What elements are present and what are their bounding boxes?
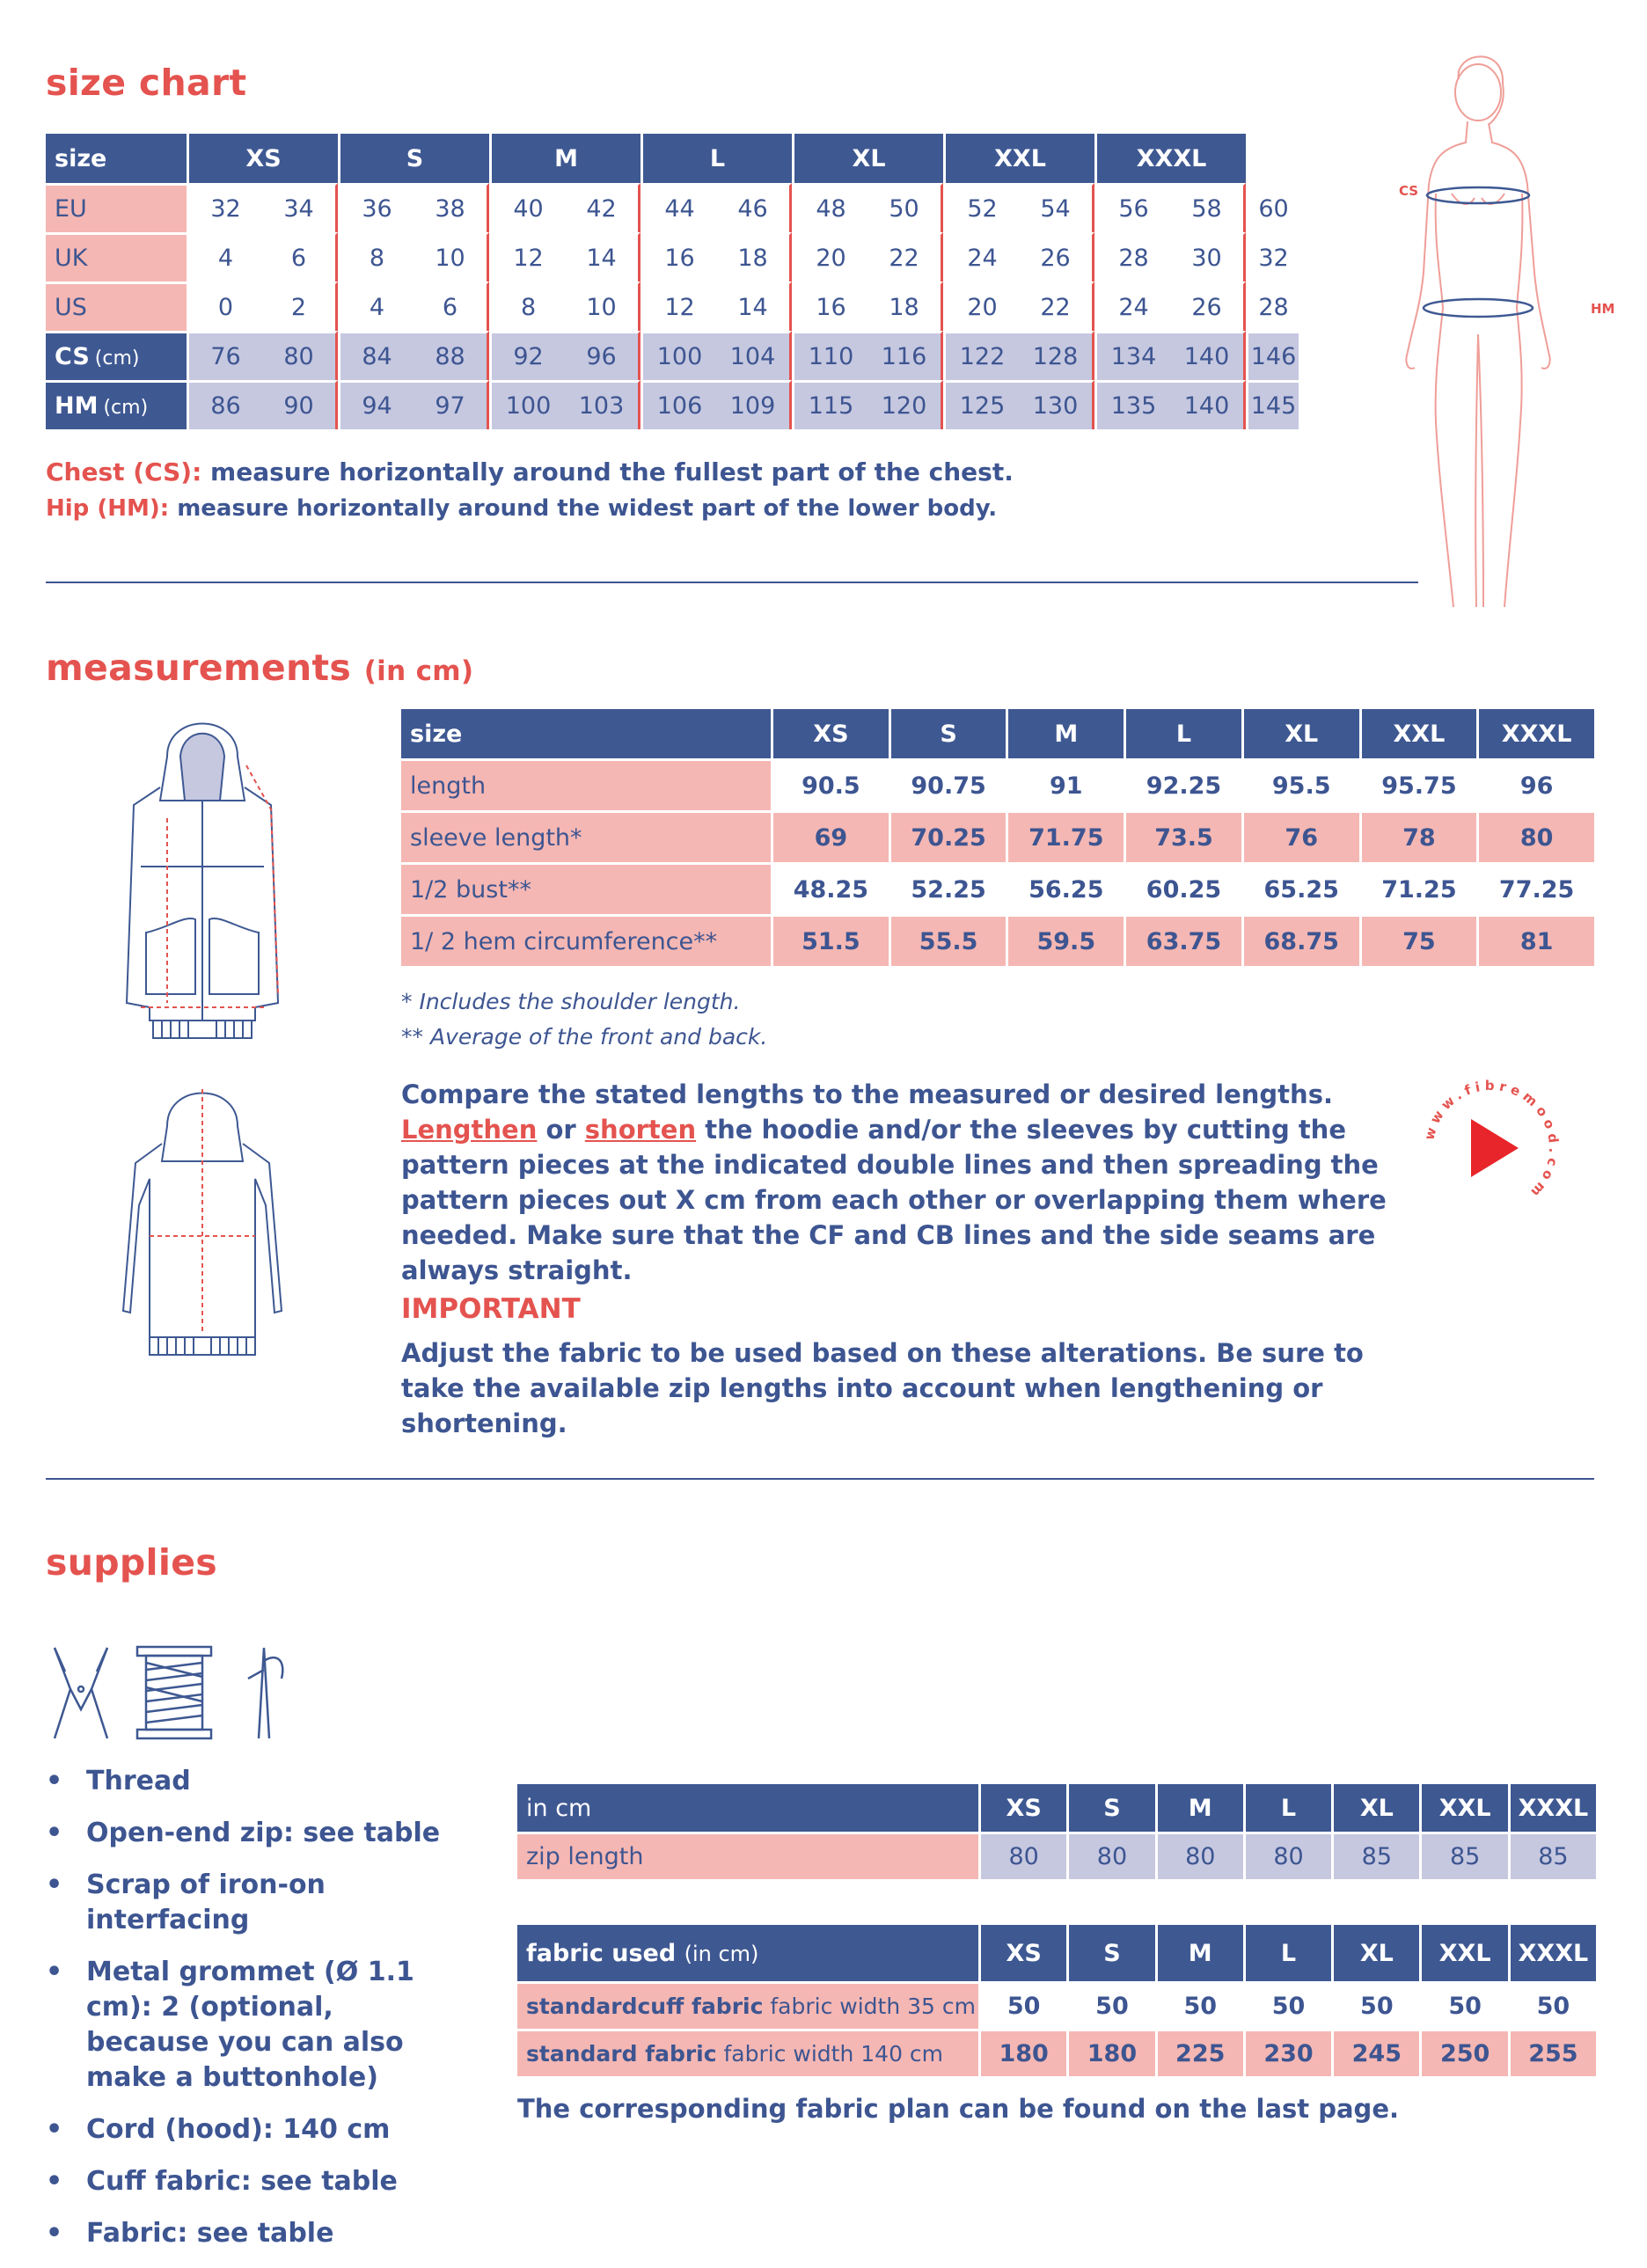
size-chart-row <box>46 282 1299 331</box>
fabric-plan-note: The corresponding fabric plan can be found on the last page. <box>517 2094 1400 2124</box>
para-text-3: the hoodie and/or the sleeves by cutting the pattern pieces at the indicated double lines and then spreading the pattern pieces out X cm from each other or overlapping them where needed. Make sure that the CF and CB lines and the side seams are always straight. <box>401 1115 1387 1285</box>
divider-1 <box>46 582 1418 583</box>
size-chart-cell: 28 <box>1246 282 1299 331</box>
size-chart-cell: 38 <box>414 183 489 232</box>
fabric-cell: 50 <box>1508 1981 1596 2029</box>
zip-header-label: in cm <box>517 1784 978 1832</box>
measurements-cell: 71.75 <box>1006 810 1124 862</box>
size-chart-cell: 140 <box>1170 380 1246 429</box>
fabric-header-unit: (in cm) <box>684 1941 759 1966</box>
measurements-row-label: 1/ 2 hem circumference** <box>401 914 771 966</box>
needle-icon <box>238 1643 290 1742</box>
fabric-cell: 50 <box>1419 1981 1507 2029</box>
measurements-cell: 69 <box>771 810 889 862</box>
size-chart-cell: 4 <box>187 232 262 282</box>
zip-row-label: zip length <box>517 1832 978 1879</box>
para-text-2: or <box>537 1115 585 1145</box>
header-cell: XXL <box>943 134 1094 183</box>
shorten-link[interactable]: shorten <box>584 1115 697 1145</box>
size-chart-cell: 28 <box>1094 232 1170 282</box>
size-chart-row-label <box>46 331 187 380</box>
size-chart-row-label <box>46 282 187 331</box>
row-label-text: CS <box>55 343 90 370</box>
row-label-text: UK <box>55 245 88 272</box>
size-chart-cell: 103 <box>565 380 640 429</box>
header-cell: XXL <box>1359 709 1477 758</box>
measurements-row <box>401 758 1594 810</box>
size-chart-cell: 12 <box>640 282 716 331</box>
scissors-icon <box>46 1643 116 1742</box>
fabric-row-label-bold: standardcuff fabric <box>526 1994 764 2019</box>
supplies-title: supplies <box>46 1541 218 1584</box>
size-chart-row-label <box>46 183 187 232</box>
lengthen-link[interactable]: Lengthen <box>401 1115 538 1145</box>
zip-header-row <box>517 1784 1596 1832</box>
header-cell: size <box>401 709 771 758</box>
zip-row <box>517 1832 1596 1879</box>
size-chart-cell: 8 <box>489 282 565 331</box>
hoodie-back-icon <box>114 1082 290 1372</box>
measurements-cell: 48.25 <box>771 862 889 914</box>
fabric-row-label <box>517 1981 978 2029</box>
size-chart-cell: 92 <box>489 331 565 380</box>
header-cell: L <box>640 134 792 183</box>
header-cell: S <box>889 709 1006 758</box>
size-chart-cell: 110 <box>792 331 867 380</box>
hip-note <box>46 495 997 522</box>
measurements-cell: 51.5 <box>771 914 889 966</box>
size-chart-title: size chart <box>46 62 247 104</box>
size-chart-cell: 34 <box>262 183 338 232</box>
size-chart-table <box>46 134 1299 429</box>
header-cell: M <box>1006 709 1124 758</box>
size-chart-cell: 26 <box>1170 282 1246 331</box>
size-chart-cell: 97 <box>414 380 489 429</box>
size-chart-cell: 54 <box>1019 183 1094 232</box>
fabric-cell: 50 <box>1243 1981 1331 2029</box>
measurements-cell: 81 <box>1476 914 1594 966</box>
measurements-title-text: measurements <box>46 647 352 689</box>
size-chart-cell: 32 <box>187 183 262 232</box>
supply-item: • Cord (hood): 140 cm <box>46 2112 459 2147</box>
measurements-table <box>401 709 1594 966</box>
measurements-cell: 71.25 <box>1359 862 1477 914</box>
size-chart-cell: 120 <box>867 380 943 429</box>
size-chart-row <box>46 183 1299 232</box>
zip-cell: 85 <box>1419 1832 1507 1879</box>
size-chart-cell: 100 <box>640 331 716 380</box>
fabric-header-label <box>517 1925 978 1981</box>
divider-2 <box>46 1478 1594 1480</box>
measurements-cell: 78 <box>1359 810 1477 862</box>
size-chart-cell: 140 <box>1170 331 1246 380</box>
measurements-cell: 73.5 <box>1124 810 1241 862</box>
fabric-row-label-rest: fabric width 35 cm <box>763 1994 976 2019</box>
para-text-1: Compare the stated lengths to the measured or desired lengths. <box>401 1079 1333 1109</box>
measurements-row <box>401 810 1594 862</box>
measurements-row <box>401 914 1594 966</box>
measurements-cell: 52.25 <box>889 862 1006 914</box>
header-cell: M <box>489 134 640 183</box>
fabric-header-text: fabric used <box>526 1939 677 1967</box>
size-chart-cell: 88 <box>414 331 489 380</box>
row-label-text: HM <box>55 392 99 420</box>
header-cell: XS <box>978 1784 1066 1832</box>
zip-cell: 85 <box>1331 1832 1419 1879</box>
header-cell: XXXL <box>1476 709 1594 758</box>
row-label-text: US <box>55 294 87 321</box>
zip-cell: 85 <box>1508 1832 1596 1879</box>
zip-cell: 80 <box>1243 1832 1331 1879</box>
size-chart-cell: 16 <box>792 282 867 331</box>
size-chart-cell: 20 <box>943 282 1019 331</box>
important-text: Adjust the fabric to be used based on these alterations. Be sure to take the available zip lengths into account when lengthening or shortening. <box>401 1338 1364 1438</box>
measurements-cell: 80 <box>1476 810 1594 862</box>
fabric-cell: 250 <box>1419 2029 1507 2076</box>
header-cell: XL <box>1331 1784 1419 1832</box>
zip-cell: 80 <box>1155 1832 1243 1879</box>
supply-item: • Thread <box>46 1764 459 1799</box>
size-chart-cell: 135 <box>1094 380 1170 429</box>
thread-spool-icon <box>134 1643 215 1742</box>
header-cell: L <box>1124 709 1241 758</box>
header-cell: size <box>46 134 187 183</box>
size-chart-cell: 106 <box>640 380 716 429</box>
size-chart-cell: 80 <box>262 331 338 380</box>
measurements-header-row <box>401 709 1594 758</box>
size-chart-cell: 48 <box>792 183 867 232</box>
size-chart-row <box>46 380 1299 429</box>
hoodie-front-icon <box>114 704 290 1043</box>
measurements-cell: 60.25 <box>1124 862 1241 914</box>
measurements-title <box>46 647 473 689</box>
header-cell: L <box>1243 1784 1331 1832</box>
size-chart-cell: 128 <box>1019 331 1094 380</box>
measurements-cell: 59.5 <box>1006 914 1124 966</box>
size-chart-cell: 16 <box>640 232 716 282</box>
size-chart-cell: 12 <box>489 232 565 282</box>
size-chart-cell: 84 <box>338 331 414 380</box>
row-label-unit: (cm) <box>103 397 149 419</box>
size-chart-row <box>46 331 1299 380</box>
fabric-cell: 50 <box>1155 1981 1243 2029</box>
footnote-1: * Includes the shoulder length. <box>401 989 741 1014</box>
header-cell: XS <box>187 134 338 183</box>
measurements-title-unit: (in cm) <box>363 655 474 687</box>
size-chart-cell: 26 <box>1019 232 1094 282</box>
measurements-cell: 56.25 <box>1006 862 1124 914</box>
header-cell: XS <box>771 709 889 758</box>
size-chart-cell: 104 <box>716 331 792 380</box>
size-chart-cell: 14 <box>565 232 640 282</box>
hip-note-label: Hip (HM): <box>46 495 170 522</box>
fabric-cell: 230 <box>1243 2029 1331 2076</box>
header-cell: S <box>1066 1925 1154 1981</box>
header-cell: XXXL <box>1094 134 1246 183</box>
size-chart-cell: 10 <box>565 282 640 331</box>
measurements-cell: 75 <box>1359 914 1477 966</box>
fabric-header-row <box>517 1925 1596 1981</box>
measurements-cell: 77.25 <box>1476 862 1594 914</box>
fabric-row <box>517 1981 1596 2029</box>
size-chart-cell: 22 <box>867 232 943 282</box>
important-title: IMPORTANT <box>401 1293 581 1325</box>
size-chart-header-row <box>46 134 1299 183</box>
size-chart-cell: 18 <box>716 232 792 282</box>
size-chart-cell: 130 <box>1019 380 1094 429</box>
measurements-cell: 95.5 <box>1241 758 1359 810</box>
size-chart-cell: 58 <box>1170 183 1246 232</box>
fabric-cell: 50 <box>1066 1981 1154 2029</box>
fabric-cell: 225 <box>1155 2029 1243 2076</box>
size-chart-cell: 24 <box>1094 282 1170 331</box>
fabric-cell: 50 <box>978 1981 1066 2029</box>
play-icon <box>1471 1119 1519 1177</box>
measurements-cell: 76 <box>1241 810 1359 862</box>
supply-item: • Scrap of iron-on interfacing <box>46 1868 459 1938</box>
size-chart-row-label <box>46 232 187 282</box>
size-chart-cell: 116 <box>867 331 943 380</box>
size-chart-cell: 56 <box>1094 183 1170 232</box>
supply-item: • Metal grommet (Ø 1.1 cm): 2 (optional, because you can also make a buttonhole) <box>46 1955 459 2096</box>
measurements-cell: 90.5 <box>771 758 889 810</box>
size-chart-cell: 94 <box>338 380 414 429</box>
size-chart-cell: 76 <box>187 331 262 380</box>
header-cell: XS <box>978 1925 1066 1981</box>
measurements-cell: 68.75 <box>1241 914 1359 966</box>
supplies-list <box>46 1764 459 2268</box>
header-cell: XL <box>1331 1925 1419 1981</box>
fabric-cell: 180 <box>1066 2029 1154 2076</box>
size-chart-cell: 32 <box>1246 232 1299 282</box>
size-chart-cell: 18 <box>867 282 943 331</box>
measurements-row-label: 1/2 bust** <box>401 862 771 914</box>
header-cell: M <box>1155 1925 1243 1981</box>
measurements-cell: 91 <box>1006 758 1124 810</box>
size-chart-cell: 109 <box>716 380 792 429</box>
zip-length-table <box>517 1784 1596 1879</box>
measurements-cell: 63.75 <box>1124 914 1241 966</box>
size-chart-cell: 22 <box>1019 282 1094 331</box>
fabric-cell: 245 <box>1331 2029 1419 2076</box>
figure-cs-label: CS <box>1399 183 1419 199</box>
size-chart-cell: 96 <box>565 331 640 380</box>
size-chart-cell: 125 <box>943 380 1019 429</box>
header-cell: XXXL <box>1508 1784 1596 1832</box>
measurements-row <box>401 862 1594 914</box>
zip-cell: 80 <box>978 1832 1066 1879</box>
hip-note-text: measure horizontally around the widest part of the lower body. <box>177 495 998 522</box>
figure-hm-label: HM <box>1591 301 1615 317</box>
measurements-row-label: sleeve length* <box>401 810 771 862</box>
header-cell: XXL <box>1419 1925 1507 1981</box>
size-chart-cell: 134 <box>1094 331 1170 380</box>
size-chart-cell: 14 <box>716 282 792 331</box>
measurements-cell: 96 <box>1476 758 1594 810</box>
badge-text: www.fibremood.com <box>1421 1077 1563 1204</box>
header-cell: L <box>1243 1925 1331 1981</box>
size-chart-cell: 6 <box>414 282 489 331</box>
size-chart-cell: 100 <box>489 380 565 429</box>
size-chart-cell: 42 <box>565 183 640 232</box>
supply-item: • Cuff fabric: see table <box>46 2164 459 2199</box>
size-chart-row-label <box>46 380 187 429</box>
size-chart-cell: 122 <box>943 331 1019 380</box>
size-chart-cell: 6 <box>262 232 338 282</box>
measurements-cell: 95.75 <box>1359 758 1477 810</box>
fabric-row-label-bold: standard fabric <box>526 2041 717 2067</box>
size-chart-cell: 10 <box>414 232 489 282</box>
size-chart-cell: 60 <box>1246 183 1299 232</box>
size-chart-cell: 145 <box>1246 380 1299 429</box>
header-cell: S <box>338 134 489 183</box>
size-chart-cell: 24 <box>943 232 1019 282</box>
alteration-paragraph <box>401 1077 1395 1288</box>
measurements-cell: 55.5 <box>889 914 1006 966</box>
size-chart-cell: 2 <box>262 282 338 331</box>
size-chart-cell: 36 <box>338 183 414 232</box>
header-cell: XL <box>1241 709 1359 758</box>
header-cell: S <box>1066 1784 1154 1832</box>
size-chart-cell: 4 <box>338 282 414 331</box>
zip-cell: 80 <box>1066 1832 1154 1879</box>
size-chart-cell: 50 <box>867 183 943 232</box>
body-figure-icon <box>1372 44 1636 638</box>
fabric-cell: 255 <box>1508 2029 1596 2076</box>
size-chart-cell: 52 <box>943 183 1019 232</box>
measurements-row-label: length <box>401 758 771 810</box>
header-cell: XXXL <box>1508 1925 1596 1981</box>
fabric-cell: 180 <box>978 2029 1066 2076</box>
header-cell: XL <box>792 134 943 183</box>
chest-note-label: Chest (CS): <box>46 457 202 487</box>
header-cell: M <box>1155 1784 1243 1832</box>
size-chart-cell: 40 <box>489 183 565 232</box>
chest-note <box>46 457 1014 487</box>
header-cell: XXL <box>1419 1784 1507 1832</box>
row-label-unit: (cm) <box>94 348 140 369</box>
supply-item: • Open-end zip: see table <box>46 1816 459 1851</box>
size-chart-cell: 90 <box>262 380 338 429</box>
measurements-cell: 90.75 <box>889 758 1006 810</box>
supply-item: • Fabric: see table <box>46 2216 459 2251</box>
size-chart-cell: 8 <box>338 232 414 282</box>
size-chart-cell: 146 <box>1246 331 1299 380</box>
measurements-cell: 92.25 <box>1124 758 1241 810</box>
measurements-cell: 70.25 <box>889 810 1006 862</box>
size-chart-cell: 115 <box>792 380 867 429</box>
measurements-cell: 65.25 <box>1241 862 1359 914</box>
size-chart-cell: 44 <box>640 183 716 232</box>
size-chart-cell: 0 <box>187 282 262 331</box>
fabric-used-table <box>517 1925 1596 2076</box>
size-chart-cell: 86 <box>187 380 262 429</box>
fabric-row-label-rest: fabric width 140 cm <box>716 2041 944 2067</box>
chest-note-text: measure horizontally around the fullest part of the chest. <box>210 457 1014 487</box>
fabric-row <box>517 2029 1596 2076</box>
fabric-row-label <box>517 2029 978 2076</box>
size-chart-cell: 46 <box>716 183 792 232</box>
fabric-cell: 50 <box>1331 1981 1419 2029</box>
row-label-text: EU <box>55 195 87 223</box>
size-chart-cell: 30 <box>1170 232 1246 282</box>
size-chart-row <box>46 232 1299 282</box>
size-chart-cell: 20 <box>792 232 867 282</box>
footnote-2: ** Average of the front and back. <box>401 1024 768 1050</box>
video-badge-icon[interactable] <box>1416 1073 1566 1223</box>
